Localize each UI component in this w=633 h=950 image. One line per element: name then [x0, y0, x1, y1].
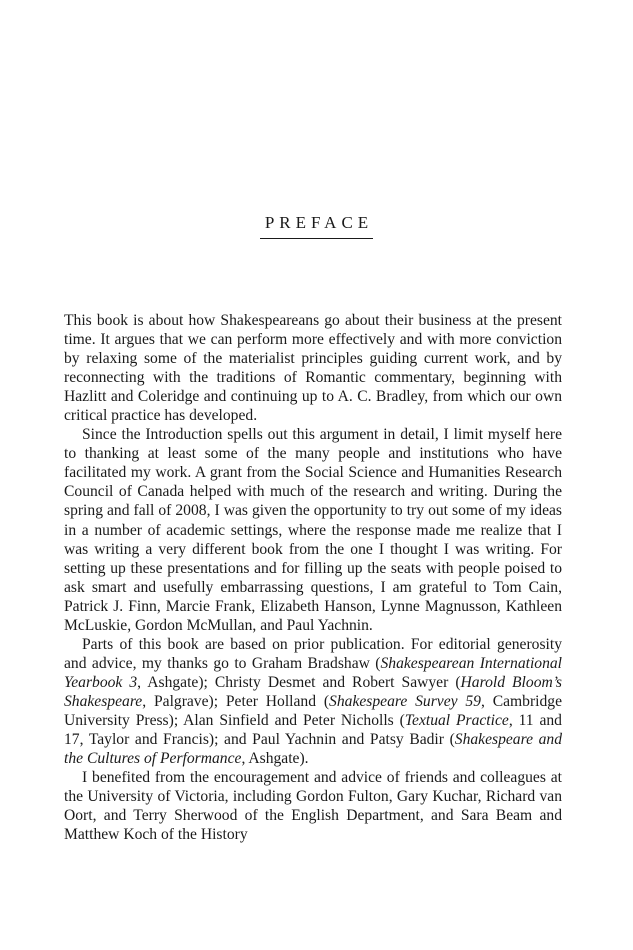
preface-body [64, 311, 562, 844]
italic-title: Shakespearean International Yearbook 3 [64, 654, 563, 691]
text-run: , 11 and 17, Taylor and Francis); and Paul Yachnin and Patsy Badir ( [64, 711, 562, 749]
text-run: , Ashgate); Christy Desmet and Robert Sawyer ( [137, 673, 461, 691]
text-run: Since the Introduction spells out this argument in detail, I limit myself here to thanking at least some of the many people and institutions who have facilitated my work. A grant from the Social Science and Humanities Research Council of Canada helped with much of the research and writing. During the spring and fall of 2008, I was given the opportunity to try out some of my ideas in a number of academic settings, where the response made me realize that I was writing a very different book from the one I thought I was writing. For setting up these presentations and for filling up the seats with people poised to ask smart and usefully embarrassing questions, I am grateful to Tom Cain, Patrick J. Finn, Marcie Frank, Elizabeth Hanson, Lynne Magnusson, Kathleen McLuskie, Gordon McMullan, and Paul Yachnin. [64, 426, 562, 634]
paragraph-2 [64, 425, 562, 635]
text-run: I benefited from the encouragement and advice of friends and colleagues at the University of Victoria, including Gordon Fulton, Gary Kuchar, Richard van Oort, and Terry Sherwood of the English Department, and Sara Beam and Matthew Koch of the History [64, 769, 562, 844]
italic-title: Harold Bloom’s Shakespeare [64, 673, 562, 710]
paragraph-4 [64, 768, 562, 844]
text-run: This book is about how Shakespeareans go about their business at the present time. It argues that we can perform more effectively and with more conviction by relaxing some of the materialist principles guiding current work, and by reconnecting with the traditions of Romantic commentary, beginning with Hazlitt and Coleridge and continuing up to A. C. Bradley, from which our own critical practice has developed. [64, 312, 562, 425]
text-run: Parts of this book are based on prior publication. For editorial generosity and advice, my thanks go to Graham Bradshaw ( [64, 635, 562, 672]
paragraph-3 [64, 635, 562, 768]
paragraph-1 [64, 311, 562, 425]
page-heading-container [0, 213, 633, 239]
italic-title: Shakespeare and the Cultures of Performance [64, 731, 562, 768]
page-title: PREFACE [260, 213, 373, 239]
italic-title: Shakespeare Survey 59 [329, 692, 481, 710]
italic-title: Textual Practice [404, 711, 509, 729]
text-run: , Cambridge University Press); Alan Sinfield and Peter Nicholls ( [64, 692, 563, 729]
text-run: , Ashgate). [241, 750, 309, 768]
text-run: , Palgrave); Peter Holland ( [142, 692, 330, 710]
